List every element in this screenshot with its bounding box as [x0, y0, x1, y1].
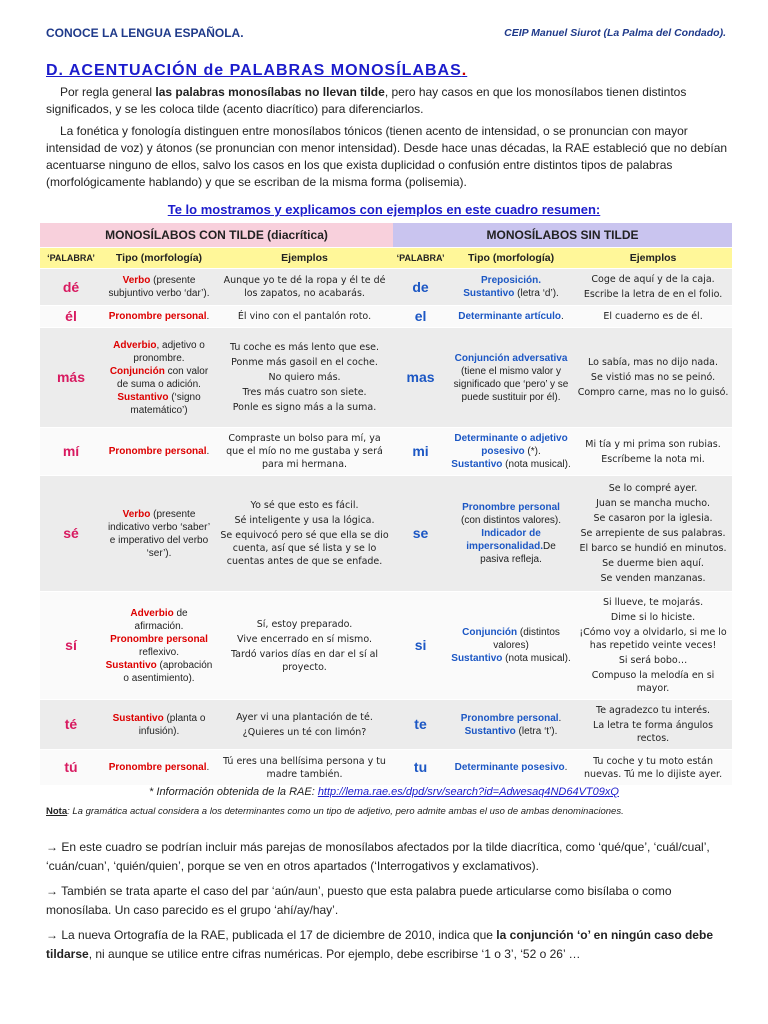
example-line: Tu coche y tu moto están nuevas. Tú me lo dijiste ayer. [583, 755, 723, 780]
note-3-b: la conjunción ‘o’ en ningún caso debe tildarse [46, 928, 713, 961]
example-line: Dime si lo hiciste. [610, 612, 696, 623]
type-without-tilde [448, 700, 574, 750]
type-desc: (presente indicativo verbo ‘saber’ e imperativo del verbo ‘ser’). [107, 508, 211, 559]
word-without-tilde: tu [393, 750, 448, 786]
page-title-dot: . [461, 62, 468, 79]
type-desc: (planta o infusión). [138, 712, 206, 737]
examples-without-tilde [574, 269, 732, 306]
type-desc: . [206, 311, 210, 322]
type-desc-3: (aprobación o asentimiento). [123, 659, 213, 684]
type-main: Adverbio [130, 607, 174, 619]
word-with-tilde: té [40, 700, 102, 750]
word-without-tilde: mi [393, 428, 448, 476]
word-with-tilde: sé [40, 476, 102, 592]
source-text: * Información obtenida de la RAE: [149, 786, 318, 798]
example-line: Tú eres una bellísima persona y tu madre también. [223, 755, 386, 780]
type-desc: . [558, 712, 562, 724]
type-main: Pronombre personal [108, 446, 207, 457]
examples-with-tilde [216, 328, 393, 428]
example-line: Vive encerrado en sí mismo. [237, 633, 372, 645]
example-line: Tu coche es más lento que ese. [229, 342, 380, 353]
type-without-tilde [448, 328, 574, 428]
type-main: Pronombre personal [108, 311, 207, 322]
type-without-tilde [448, 592, 574, 700]
table-row [40, 700, 732, 750]
example-line: Si llueve, te mojarás. [602, 597, 704, 608]
source-note [0, 786, 768, 798]
type-main: Preposición. [481, 275, 542, 286]
type-desc: (*). [524, 446, 541, 457]
examples-with-tilde [216, 306, 393, 328]
type-without-tilde [448, 428, 574, 476]
examples-with-tilde [216, 700, 393, 750]
examples-without-tilde [574, 428, 732, 476]
type-main: Conjunción [462, 627, 518, 638]
type-main: Determinante o adjetivo posesivo [454, 433, 568, 457]
head-with-tilde: MONOSÍLABOS CON TILDE (diacrítica) [40, 223, 393, 248]
type-desc: . [206, 446, 210, 457]
example-line: Coge de aquí y de la caja. [591, 274, 715, 285]
type-desc: (distintos valores) [493, 627, 560, 651]
nota-text: : La gramática actual considera a los determinantes como un tipo de adjetivo, pero admite ambas el uso de ambas denominaciones. [67, 806, 624, 817]
col-palabra-left: ‘PALABRA’ [40, 248, 102, 269]
type-with-tilde [102, 306, 216, 328]
example-line: ¿Quieres un té con limón? [242, 726, 367, 738]
type-without-tilde [448, 476, 574, 592]
example-line: Escríbeme la nota mi. [601, 453, 705, 465]
example-line: Se arrepiente de sus palabras. [580, 528, 726, 539]
type-desc: . [561, 311, 564, 322]
example-line: La letra te forma ángulos rectos. [593, 720, 714, 744]
example-line: Compuso la melodía en si mayor. [591, 670, 715, 694]
col-palabra-right: ‘PALABRA’ [393, 248, 448, 269]
type-main-2: Pronombre personal [110, 633, 208, 645]
type-desc-2: (nota musical). [502, 459, 571, 470]
examples-with-tilde [216, 269, 393, 306]
examples-without-tilde [574, 328, 732, 428]
intro-p1-c: , pero hay casos en que los monosílabos tienen distintos significados, y se les coloca tilde (acento diacrítico) para diferenciarlos. [46, 85, 687, 116]
example-line: Se duerme bien aquí. [602, 558, 704, 569]
type-with-tilde [102, 476, 216, 592]
type-main-2: Conjunción [109, 365, 165, 377]
type-desc-2: (letra ‘d’). [514, 288, 559, 299]
example-line: Él vino con el pantalón roto. [237, 311, 372, 322]
word-with-tilde: más [40, 328, 102, 428]
type-desc-2: (letra ‘t’). [515, 725, 558, 737]
word-with-tilde: él [40, 306, 102, 328]
example-line: Se lo compré ayer. [608, 483, 698, 494]
type-desc-2: con valor de suma o adición. [117, 365, 209, 390]
example-line: Sé inteligente y usa la lógica. [234, 515, 375, 526]
example-line: Se vistió mas no se peinó. [590, 372, 716, 383]
note-3-c: , ni aunque se utilice entre cifras numéricas. Por ejemplo, debe escribirse ‘1 o 3’, ‘52 o 26’ … [88, 947, 581, 961]
intro-p1-a: Por regla general [60, 85, 156, 99]
type-main: Pronombre personal [108, 762, 207, 773]
type-desc-2: (nota musical). [502, 653, 571, 664]
type-main-3: Sustantivo [105, 659, 157, 671]
note-3 [46, 926, 728, 964]
example-line: Yo sé que esto es fácil. [250, 500, 359, 511]
example-line: ¡Cómo voy a olvidarlo, si me lo has repetido veinte veces! [579, 627, 727, 651]
example-line: Te agradezco tu interés. [596, 705, 711, 716]
type-desc: . [206, 762, 210, 773]
col-ejemplos-right: Ejemplos [574, 248, 732, 269]
type-with-tilde [102, 269, 216, 306]
example-line: Ponme más gasoil en el coche. [231, 357, 378, 368]
examples-with-tilde [216, 476, 393, 592]
example-line: Aunque yo te dé la ropa y él te dé los zapatos, no acabarás. [223, 275, 386, 299]
type-main-2: Sustantivo [451, 653, 503, 664]
intro-paragraph-2: La fonética y fonología distinguen entre monosílabos tónicos (tienen acento de intensidad, o se pronuncian con mayor intensidad de voz) y átonos (se pronuncian con menor intensidad). Desde hace unas décadas, la RAE estableció que no debían acentuarse ninguno de ellos, salvo los casos en los que exista duplicidad o confusión entre distintos tipos de palabras (morfológicamente hablando) y que se escriban de la misma forma (polisemia). [46, 124, 728, 189]
type-desc: , adjetivo o pronombre. [133, 339, 205, 364]
type-main: Verbo [122, 275, 151, 286]
col-tipo-left: Tipo (morfología) [102, 248, 216, 269]
intro [46, 84, 728, 196]
type-main: Conjunción adversativa [454, 352, 568, 364]
type-with-tilde [102, 592, 216, 700]
example-line: El barco se hundió en minutos. [579, 543, 727, 554]
example-line: Mi tía y mi prima son rubias. [585, 438, 721, 450]
word-without-tilde: mas [393, 328, 448, 428]
example-line: Se venden manzanas. [600, 573, 706, 584]
type-main-3: Sustantivo [117, 391, 169, 403]
type-without-tilde [448, 306, 574, 328]
word-with-tilde: dé [40, 269, 102, 306]
word-with-tilde: tú [40, 750, 102, 786]
type-with-tilde [102, 700, 216, 750]
word-without-tilde: te [393, 700, 448, 750]
examples-without-tilde [574, 750, 732, 786]
type-main: Verbo [122, 508, 151, 520]
type-main-2: Sustantivo [464, 725, 516, 737]
example-line: Juan se mancha mucho. [596, 498, 710, 509]
example-line: Se equivocó pero sé que ella se dio cuenta, así que sé lista y se lo cuentas antes de que se enfade. [220, 530, 389, 567]
type-with-tilde [102, 750, 216, 786]
type-main: Pronombre personal [462, 502, 560, 513]
note-2: → También se trata aparte el caso del par ‘aún/aun’, puesto que esta palabra puede articularse como bisílaba o como monosílaba. Un caso parecido es el grupo ‘ahí/ay/hay’. [46, 884, 672, 917]
word-with-tilde: sí [40, 592, 102, 700]
type-without-tilde [448, 269, 574, 306]
example-line: Se casaron por la iglesia. [593, 513, 713, 524]
example-line: Compraste un bolso para mí, ya que el mío no me gustaba y será para mi hermana. [226, 433, 383, 470]
note-1: → En este cuadro se podrían incluir más parejas de monosílabos afectados por la tilde diacrítica, como ‘qué/que’, ‘cuál/cual’, ‘cuán/cuan’, ‘quién/quien’, porque se ven en otros apartados (‘Interrogativos y exclamativos). [46, 840, 710, 873]
type-main: Adverbio [113, 339, 157, 351]
head-without-tilde: MONOSÍLABOS SIN TILDE [393, 223, 732, 248]
nota-label: Nota [46, 806, 68, 817]
type-desc: (con distintos valores). [461, 515, 562, 526]
type-desc: . [564, 762, 568, 773]
word-without-tilde: el [393, 306, 448, 328]
word-without-tilde: si [393, 592, 448, 700]
notes [46, 838, 728, 970]
type-main: Determinante posesivo [454, 762, 565, 773]
table-row [40, 269, 732, 306]
type-desc: de afirmación. [134, 607, 188, 632]
examples-without-tilde [574, 306, 732, 328]
type-main: Sustantivo [112, 712, 164, 724]
col-tipo-right: Tipo (morfología) [448, 248, 574, 269]
col-ejemplos-left: Ejemplos [216, 248, 393, 269]
type-main-2: Sustantivo [451, 459, 503, 470]
table-body [40, 269, 732, 786]
type-desc-3: (‘signo matemático’) [130, 391, 201, 416]
type-desc-2: reflexivo. [138, 646, 179, 658]
rae-link[interactable]: http://lema.rae.es/dpd/srv/search?id=Adwesaq4ND64VT09xQ [317, 786, 619, 798]
example-line: Ponle es signo más a la suma. [232, 402, 377, 413]
examples-with-tilde [216, 592, 393, 700]
table-row [40, 428, 732, 476]
type-with-tilde [102, 428, 216, 476]
table-row [40, 476, 732, 592]
table-row [40, 592, 732, 700]
type-without-tilde [448, 750, 574, 786]
header-right: CEIP Manuel Siurot (La Palma del Condado). [504, 27, 726, 39]
examples-with-tilde [216, 428, 393, 476]
example-line: Lo sabía, mas no dijo nada. [588, 357, 719, 368]
monosyllables-table [40, 223, 732, 786]
examples-with-tilde [216, 750, 393, 786]
type-desc: (presente subjuntivo verbo ‘dar’). [108, 275, 210, 299]
nota [46, 806, 624, 817]
type-with-tilde [102, 328, 216, 428]
note-3-a: → La nueva Ortografía de la RAE, publicada el 17 de diciembre de 2010, indica que [46, 928, 497, 942]
examples-without-tilde [574, 592, 732, 700]
word-without-tilde: se [393, 476, 448, 592]
example-line: Si será bobo… [618, 655, 688, 666]
type-desc: (tiene el mismo valor y significado que ‘pero’ y se puede sustituir por él). [453, 365, 569, 403]
type-desc-2: De pasiva refleja. [480, 541, 556, 565]
example-line: Sí, estoy preparado. [256, 618, 353, 630]
type-main-2: Sustantivo [463, 288, 515, 299]
word-with-tilde: mí [40, 428, 102, 476]
example-line: Tres más cuatro son siete. [242, 387, 367, 398]
table-row [40, 328, 732, 428]
header-left: CONOCE LA LENGUA ESPAÑOLA. [46, 26, 244, 40]
examples-without-tilde [574, 476, 732, 592]
word-without-tilde: de [393, 269, 448, 306]
example-line: Ayer vi una plantación de té. [236, 711, 373, 723]
example-line: No quiero más. [268, 372, 341, 383]
examples-without-tilde [574, 700, 732, 750]
type-main: Pronombre personal [460, 712, 559, 724]
intro-p1-b: las palabras monosílabas no llevan tilde [155, 85, 385, 99]
page-title [46, 62, 467, 80]
table-row [40, 306, 732, 328]
page-title-text: D. ACENTUACIÓN de PALABRAS MONOSÍLABAS [46, 62, 462, 79]
example-line: Compro carne, mas no lo guisó. [577, 387, 729, 398]
table-subtitle: Te lo mostramos y explicamos con ejemplos en este cuadro resumen: [167, 202, 601, 217]
table-row [40, 750, 732, 786]
example-line: Escribe la letra de en el folio. [583, 289, 723, 300]
type-main: Determinante artículo [458, 311, 562, 322]
intro-paragraph-1 [46, 84, 728, 118]
example-line: El cuaderno es de él. [603, 311, 703, 322]
example-line: Tardó varios días en dar el sí al proyecto. [230, 648, 379, 673]
type-main-2: Indicador de impersonalidad. [466, 528, 543, 552]
